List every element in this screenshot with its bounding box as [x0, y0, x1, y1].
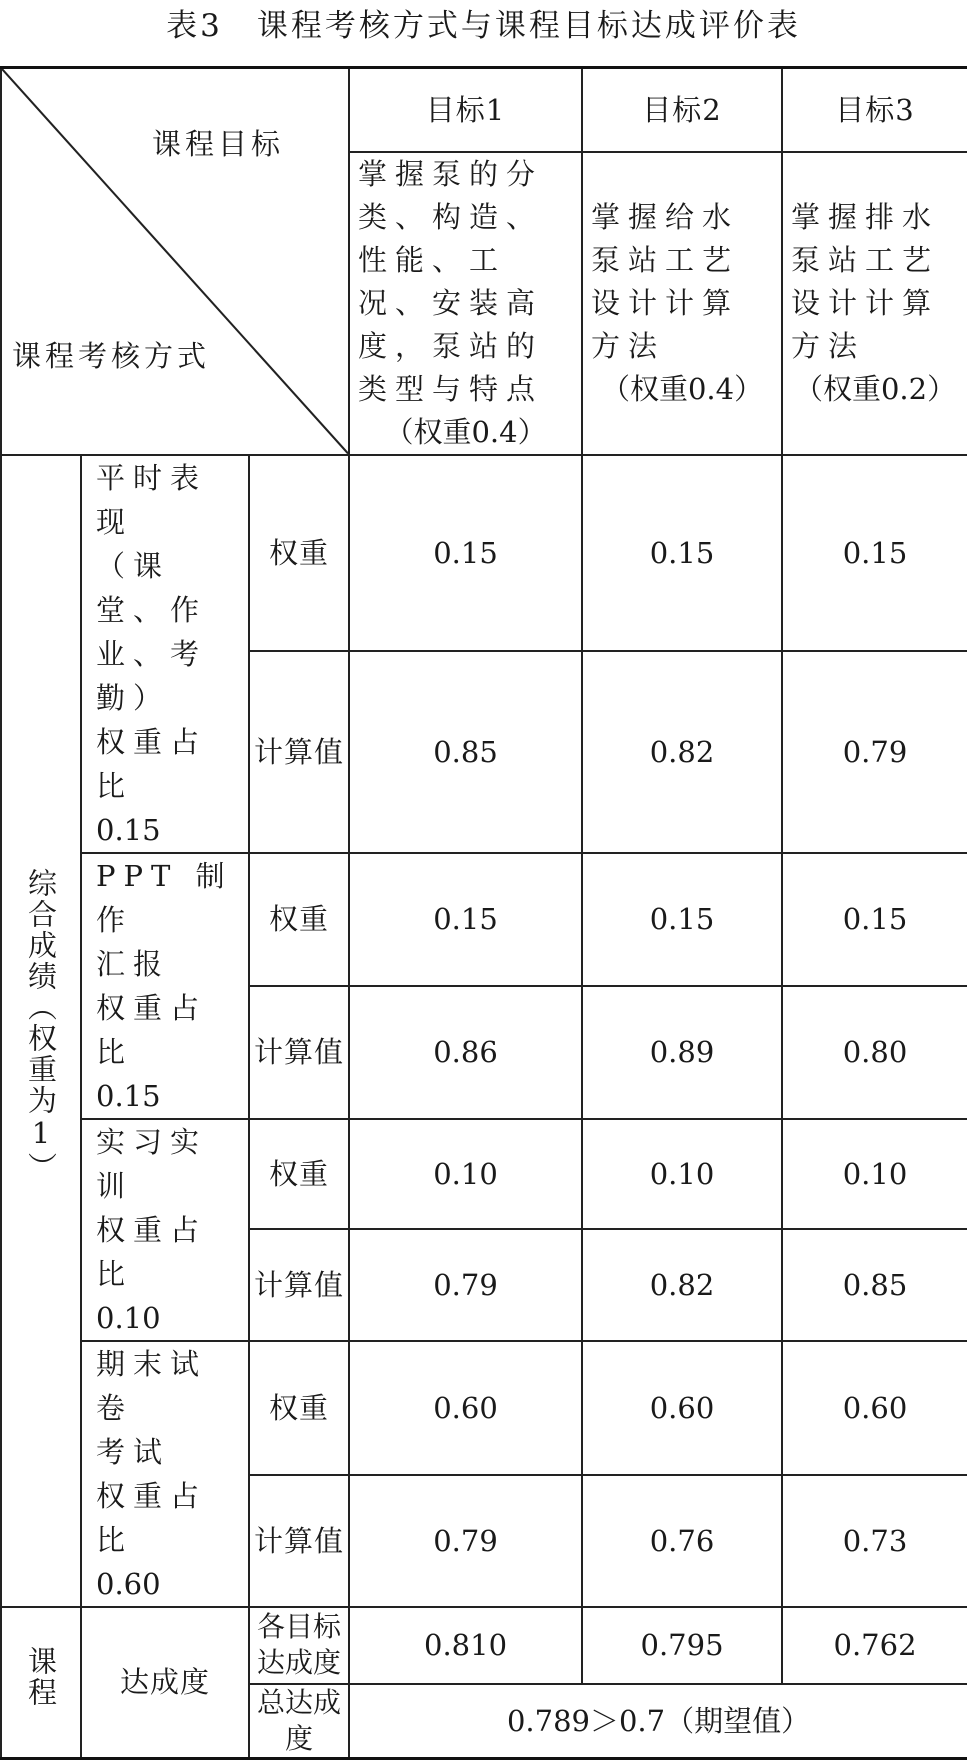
total-achievement-value: 0.789＞0.7（期望值） [349, 1684, 967, 1759]
s3-value-goal3: 0.85 [782, 1229, 967, 1341]
s2-weight-goal2: 0.15 [582, 853, 782, 987]
achievement-goal2: 0.795 [582, 1607, 782, 1684]
goal-3-header: 目标3 [782, 68, 967, 152]
row-label-value: 计算值 [249, 1229, 349, 1341]
header-course-goal-label: 课程目标 [152, 127, 285, 161]
course-label-cell [1, 1607, 81, 1759]
goal-1-desc-text: 掌握泵的分类、构造、性能、工况、安装高度，泵站的类型与特点 [358, 156, 544, 406]
s2-value-goal1: 0.86 [349, 986, 582, 1118]
diagonal-header-cell [1, 68, 349, 455]
s3-weight-goal3: 0.10 [782, 1119, 967, 1229]
evaluation-table [0, 66, 967, 1760]
s3-weight-goal1: 0.10 [349, 1119, 582, 1229]
s3-value-goal2: 0.82 [582, 1229, 782, 1341]
achievement-label: 达成度 [81, 1607, 249, 1759]
row-label-weight: 权重 [249, 1341, 349, 1475]
s1-weight-goal1: 0.15 [349, 455, 582, 651]
achievement-goal3: 0.762 [782, 1607, 967, 1684]
row-label-weight: 权重 [249, 455, 349, 651]
goal-2-description [582, 152, 782, 455]
s4-weight-goal3: 0.60 [782, 1341, 967, 1475]
s1-weight-goal3: 0.15 [782, 455, 967, 651]
section-2-name: PPT 制作 汇报 权重占比 0.15 [81, 853, 249, 1119]
goal-2-header: 目标2 [582, 68, 782, 152]
s3-weight-goal2: 0.10 [582, 1119, 782, 1229]
section-1-name: 平时表现 （课堂、作 业、考勤） 权重占比 0.15 [81, 455, 249, 853]
row-label-weight: 权重 [249, 853, 349, 987]
s4-weight-goal2: 0.60 [582, 1341, 782, 1475]
total-achievement-label: 总达成度 [249, 1684, 349, 1759]
s4-value-goal1: 0.79 [349, 1475, 582, 1607]
s2-weight-goal1: 0.15 [349, 853, 582, 987]
s2-value-goal3: 0.80 [782, 986, 967, 1118]
section-3-name: 实习实训 权重占比 0.10 [81, 1119, 249, 1341]
table-caption: 表3 课程考核方式与课程目标达成评价表 [166, 8, 801, 44]
s2-weight-goal3: 0.15 [782, 853, 967, 987]
goal-1-weight: （权重0.4） [384, 414, 547, 449]
group-label-cell [1, 455, 81, 1607]
goal-1-description [349, 152, 582, 455]
course-label: 课程 [24, 1645, 58, 1708]
row-label-weight: 权重 [249, 1119, 349, 1229]
goal-2-weight: （权重0.4） [600, 371, 764, 406]
s4-value-goal3: 0.73 [782, 1475, 967, 1607]
row-label-value: 计算值 [249, 651, 349, 853]
goal-3-description [782, 152, 967, 455]
row-label-value: 计算值 [249, 986, 349, 1118]
achievement-goal1: 0.810 [349, 1607, 582, 1684]
s1-value-goal1: 0.85 [349, 651, 582, 853]
s3-value-goal1: 0.79 [349, 1229, 582, 1341]
s4-value-goal2: 0.76 [582, 1475, 782, 1607]
s1-value-goal2: 0.82 [582, 651, 782, 853]
s4-weight-goal1: 0.60 [349, 1341, 582, 1475]
goal-3-desc-text: 掌握排水泵站工艺设计计算方法 [791, 199, 940, 363]
row-label-value: 计算值 [249, 1475, 349, 1607]
s1-value-goal3: 0.79 [782, 651, 967, 853]
each-goal-achievement-label: 各目标达成度 [249, 1607, 349, 1684]
s1-weight-goal2: 0.15 [582, 455, 782, 651]
header-assessment-label: 课程考核方式 [12, 339, 211, 373]
goal-3-weight: （权重0.2） [793, 371, 957, 406]
goal-2-desc-text: 掌握给水泵站工艺设计计算方法 [591, 199, 740, 363]
s2-value-goal2: 0.89 [582, 986, 782, 1118]
group-label: 综合成绩（权重为1） [24, 867, 58, 1183]
goal-1-header: 目标1 [349, 68, 582, 152]
section-4-name: 期末试卷 考试 权重占比 0.60 [81, 1341, 249, 1607]
